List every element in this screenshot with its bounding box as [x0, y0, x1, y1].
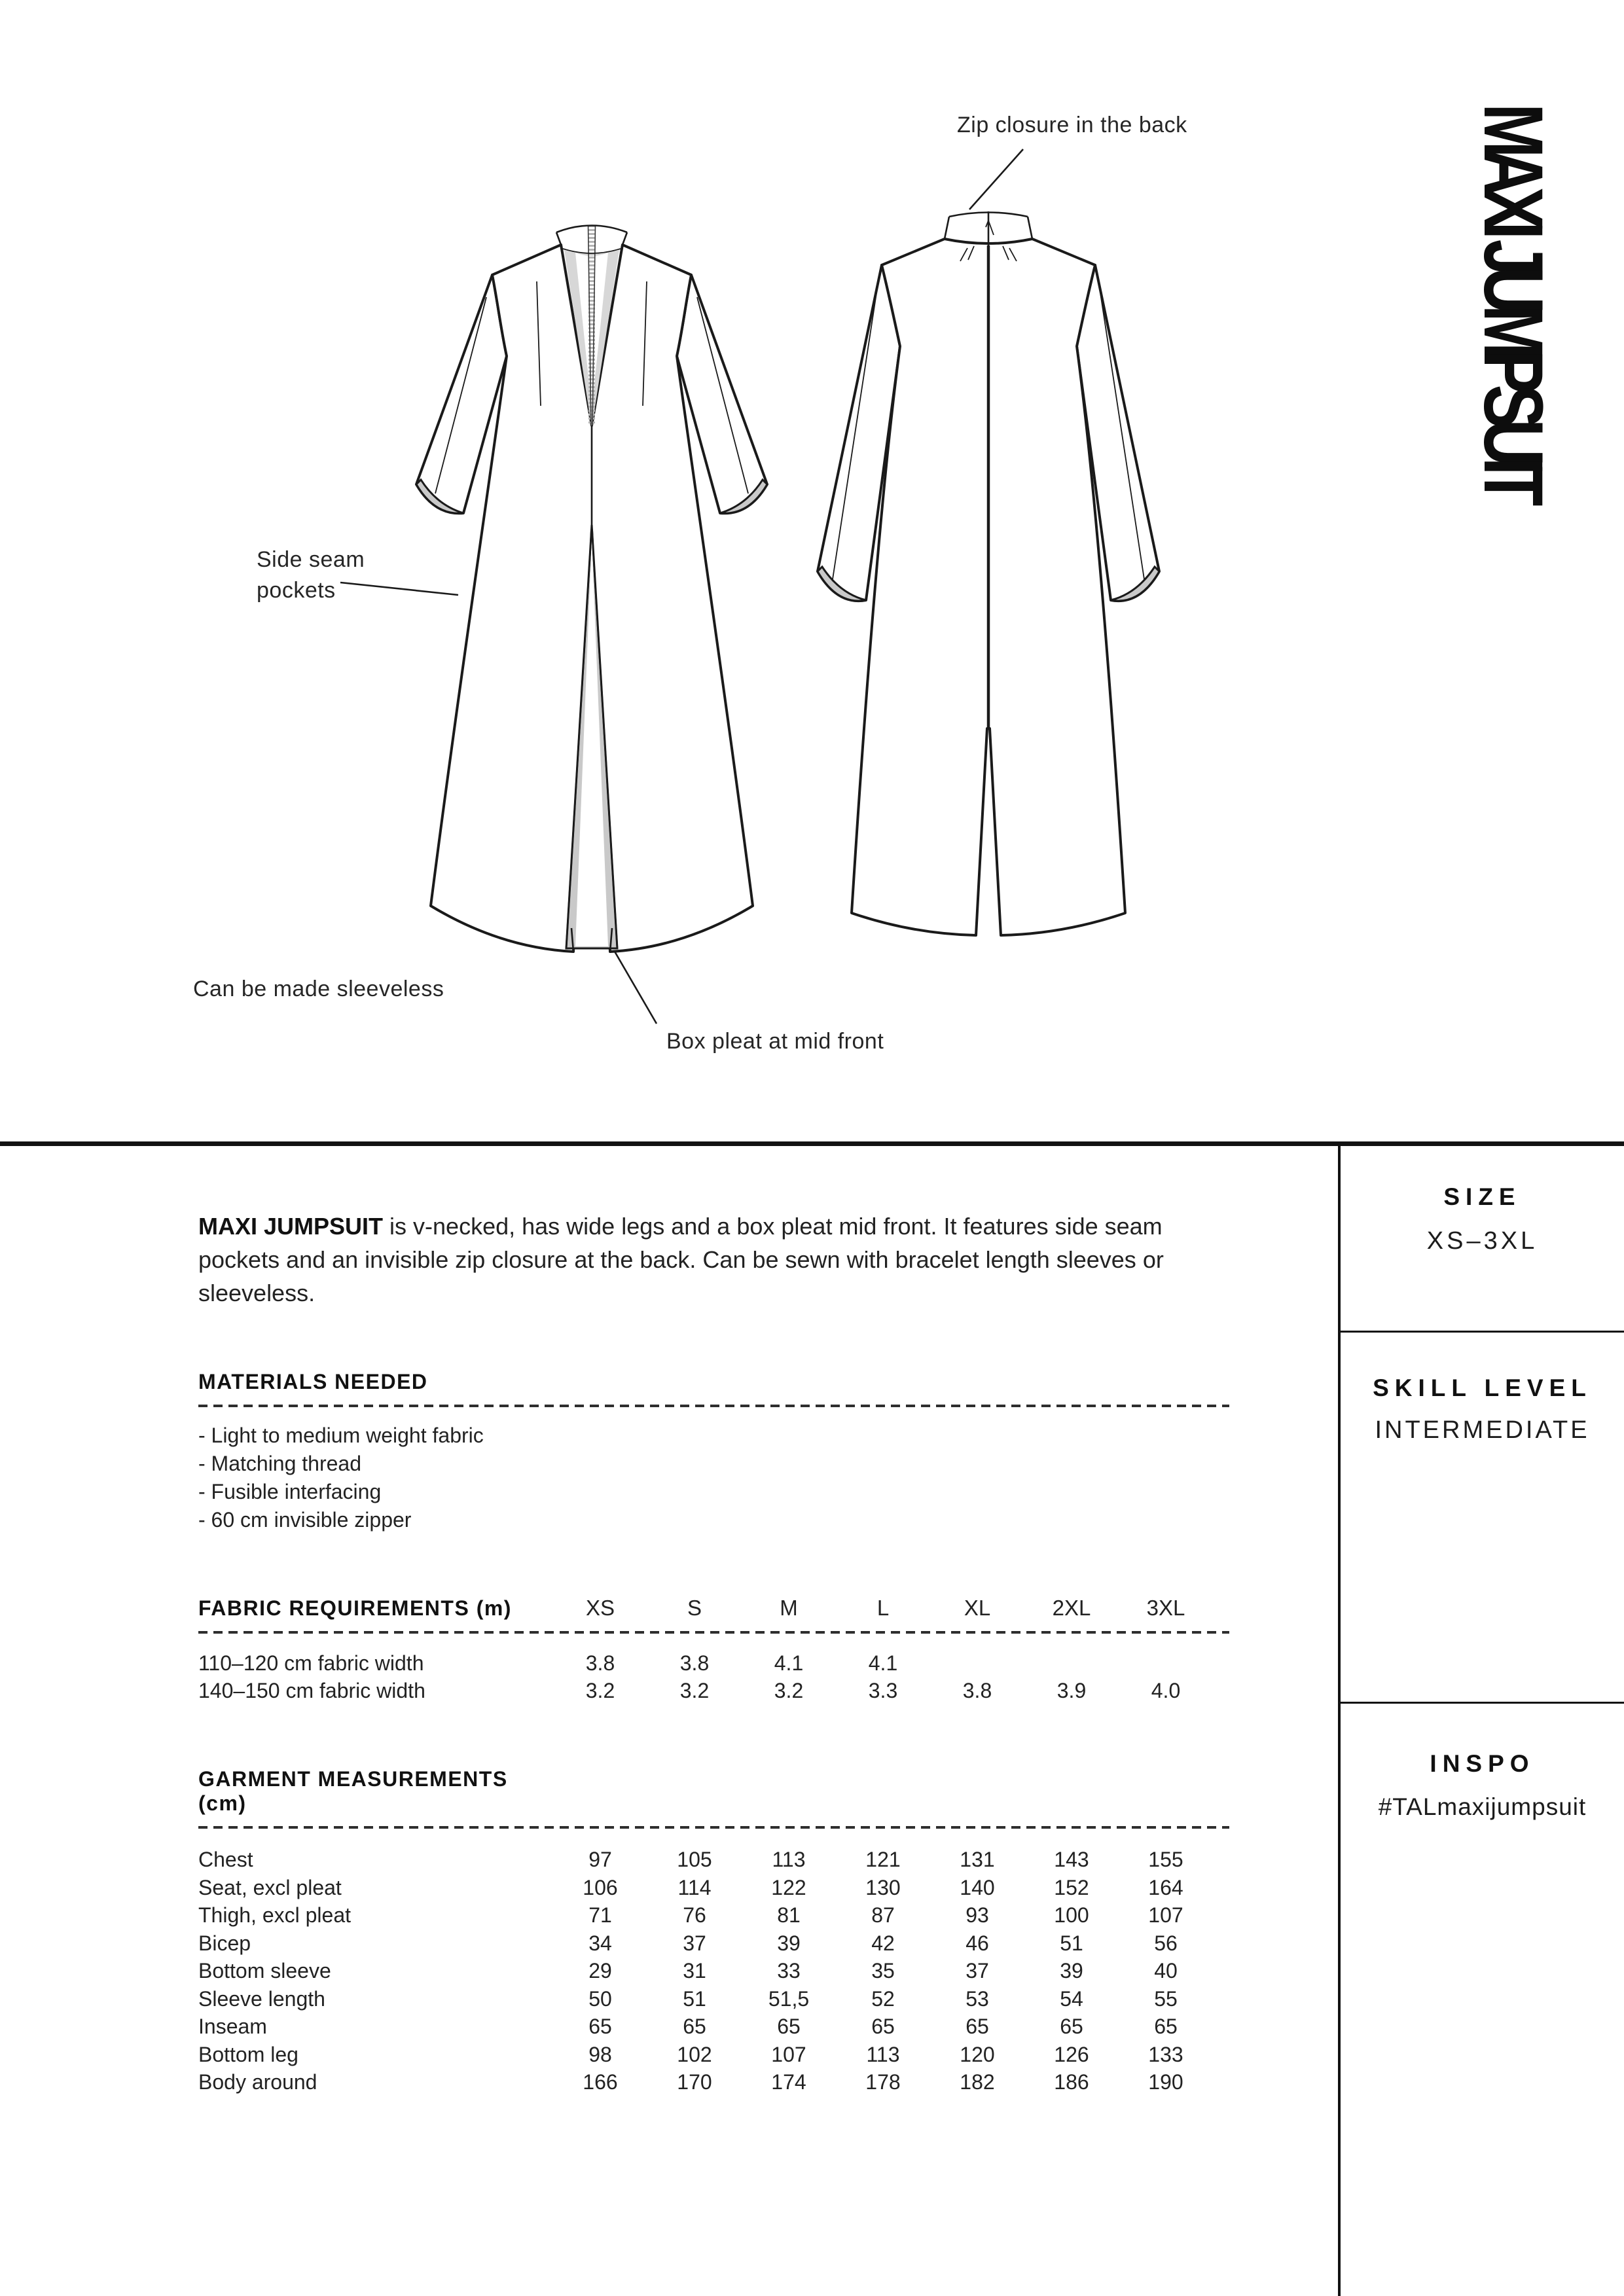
measurement-value: 113 — [772, 1848, 806, 1871]
measurement-value: 65 — [683, 2015, 706, 2038]
fabric-requirement-row — [198, 1649, 1267, 1677]
material-item: - Light to medium weight fabric — [198, 1424, 484, 1447]
measurement-value: 51 — [683, 1986, 706, 2011]
size-column-header: XS — [585, 1596, 615, 1620]
info-column — [198, 1210, 1267, 2096]
annotation-side-seam-line1: Side seam — [257, 547, 365, 572]
measurement-value: 51 — [1060, 1931, 1083, 1955]
measurement-value: 114 — [677, 1875, 712, 1899]
size-title: SIZE — [1443, 1183, 1521, 1210]
material-item: - 60 cm invisible zipper — [198, 1508, 412, 1532]
measurement-label: Bottom leg — [198, 2042, 298, 2066]
sidebar-skill-section — [1341, 1374, 1624, 1444]
measurement-value: 76 — [683, 1903, 706, 1927]
measurement-value: 71 — [588, 1903, 612, 1927]
sidebar-inspo-section — [1341, 1750, 1624, 1821]
fabric-value: 3.2 — [774, 1679, 804, 1702]
measurement-value: 29 — [588, 1959, 612, 1982]
size-value: XS–3XL — [1426, 1227, 1538, 1255]
measurement-value: 52 — [871, 1986, 895, 2011]
measurement-value: 105 — [677, 1848, 712, 1871]
material-item: - Matching thread — [198, 1452, 362, 1475]
measurement-value: 56 — [1154, 1931, 1178, 1955]
measurement-value: 34 — [588, 1931, 612, 1955]
pattern-name-bold: MAXI JUMPSUIT — [198, 1213, 384, 1240]
measurement-row — [198, 1901, 1267, 1929]
measurement-value: 170 — [677, 2070, 712, 2094]
measurement-value: 106 — [583, 1875, 618, 1899]
measurement-value: 102 — [677, 2042, 712, 2066]
measurement-value: 174 — [771, 2070, 806, 2094]
measurement-value: 33 — [777, 1959, 801, 1982]
measurement-row — [198, 2013, 1267, 2041]
measurement-value: 51,5 — [768, 1986, 810, 2011]
measurement-value: 130 — [865, 1875, 901, 1899]
garment-measurements-title: GARMENT MEASUREMENTS (cm) — [198, 1767, 508, 1815]
measurement-value: 190 — [1148, 2070, 1183, 2094]
fabric-value: 4.1 — [774, 1651, 804, 1675]
measurement-value: 53 — [965, 1986, 989, 2011]
pattern-title-vertical: MAXI JUMPSUIT — [1466, 103, 1561, 497]
fabric-value: 3.8 — [679, 1651, 710, 1675]
fabric-requirements-header — [198, 1596, 1267, 1621]
dashed-rule-materials — [198, 1405, 1229, 1407]
fabric-requirements-title: FABRIC REQUIREMENTS (m) — [198, 1596, 512, 1620]
fabric-row-label: 140–150 cm fabric width — [198, 1679, 425, 1702]
dashed-rule-fabric — [198, 1631, 1229, 1634]
annotation-pointer-lines — [0, 0, 1624, 1143]
measurement-row — [198, 1874, 1267, 1902]
sidebar-divider-2 — [1341, 1702, 1624, 1704]
measurement-label: Inseam — [198, 2015, 267, 2038]
annotation-sleeveless: Can be made sleeveless — [193, 977, 444, 1001]
fabric-value: 3.9 — [1056, 1679, 1087, 1702]
measurement-value: 126 — [1054, 2042, 1089, 2066]
measurement-label: Thigh, excl pleat — [198, 1903, 352, 1927]
measurement-value: 39 — [1060, 1959, 1083, 1982]
measurement-label: Bicep — [198, 1931, 251, 1955]
measurement-value: 98 — [588, 2042, 612, 2066]
garment-measurements-table — [198, 1846, 1267, 2096]
measurement-row — [198, 2041, 1267, 2069]
measurement-value: 42 — [871, 1931, 895, 1955]
fabric-value: 3.8 — [585, 1651, 615, 1675]
measurement-value: 178 — [865, 2070, 901, 2094]
size-column-header: L — [876, 1596, 890, 1620]
measurement-value: 50 — [588, 1986, 612, 2011]
back-zip-pull — [986, 221, 994, 235]
measurement-value: 120 — [960, 2042, 995, 2066]
measurement-value: 182 — [960, 2070, 995, 2094]
skill-level-title: SKILL LEVEL — [1373, 1374, 1592, 1401]
measurement-value: 46 — [965, 1931, 989, 1955]
measurement-value: 65 — [777, 2015, 801, 2038]
fabric-requirement-row — [198, 1677, 1267, 1704]
fabric-value: 3.3 — [868, 1679, 898, 1702]
measurement-value: 93 — [965, 1903, 989, 1927]
inspo-title: INSPO — [1430, 1750, 1535, 1777]
measurement-label: Bottom sleeve — [198, 1959, 331, 1982]
measurement-value: 37 — [683, 1931, 706, 1955]
annotation-zip-closure: Zip closure in the back — [957, 113, 1187, 137]
measurement-value: 140 — [960, 1875, 995, 1899]
skill-level-value: INTERMEDIATE — [1375, 1416, 1590, 1444]
measurement-value: 35 — [871, 1959, 895, 1982]
annotation-side-seam-line2: pockets — [257, 578, 336, 603]
annotation-side-seam-pockets — [257, 545, 365, 606]
fabric-value: 3.2 — [585, 1679, 615, 1702]
measurement-value: 186 — [1054, 2070, 1089, 2094]
main-horizontal-divider — [0, 1141, 1624, 1146]
pattern-description — [198, 1210, 1233, 1310]
fabric-requirements-table — [198, 1649, 1267, 1704]
material-item: - Fusible interfacing — [198, 1480, 382, 1503]
measurement-value: 100 — [1054, 1903, 1089, 1927]
measurement-value: 54 — [1060, 1986, 1083, 2011]
pattern-description-text: is v-necked, has wide legs and a box pleat mid front. It features side seam pockets and an invisible zip closure at the back. Can be sewn with bracelet length sleeves or sleeveless. — [198, 1213, 1164, 1306]
measurement-value: 166 — [583, 2070, 618, 2094]
measurement-value: 131 — [960, 1848, 995, 1871]
size-column-header: XL — [964, 1596, 991, 1620]
measurement-value: 65 — [965, 2015, 989, 2038]
size-column-header: M — [780, 1596, 798, 1620]
measurement-value: 143 — [1054, 1848, 1089, 1871]
fabric-value: 3.8 — [962, 1679, 992, 1702]
measurement-row — [198, 1957, 1267, 1985]
annotation-box-pleat: Box pleat at mid front — [666, 1029, 884, 1054]
measurement-row — [198, 1985, 1267, 2013]
inspo-hashtag: #TALmaxijumpsuit — [1378, 1793, 1587, 1820]
measurement-value: 152 — [1054, 1875, 1089, 1899]
measurement-label: Seat, excl pleat — [198, 1875, 342, 1899]
fabric-value: 4.1 — [868, 1651, 898, 1675]
dashed-rule-garment — [198, 1826, 1229, 1829]
size-column-header: 2XL — [1052, 1596, 1091, 1620]
size-column-header: 3XL — [1146, 1596, 1185, 1620]
measurement-row — [198, 1846, 1267, 1874]
sidebar-divider-1 — [1341, 1331, 1624, 1333]
measurement-label: Body around — [198, 2070, 317, 2094]
size-column-header: S — [687, 1596, 702, 1620]
measurement-value: 133 — [1148, 2042, 1183, 2066]
measurement-value: 87 — [871, 1903, 895, 1927]
fabric-value: 4.0 — [1151, 1679, 1181, 1702]
measurement-value: 155 — [1148, 1848, 1183, 1871]
fabric-row-label: 110–120 cm fabric width — [198, 1651, 424, 1675]
measurement-value: 65 — [1154, 2015, 1178, 2038]
measurement-value: 40 — [1154, 1959, 1178, 1982]
measurement-value: 81 — [777, 1903, 801, 1927]
measurement-value: 122 — [771, 1875, 806, 1899]
measurement-value: 65 — [1060, 2015, 1083, 2038]
back-view-drawing — [815, 205, 1162, 954]
measurement-label: Sleeve length — [198, 1986, 325, 2011]
materials-needed-title: MATERIALS NEEDED — [198, 1370, 428, 1393]
measurement-value: 39 — [777, 1931, 801, 1955]
measurement-label: Chest — [198, 1848, 253, 1871]
measurement-row — [198, 1929, 1267, 1958]
measurement-value: 55 — [1154, 1986, 1178, 2011]
measurement-value: 164 — [1148, 1875, 1183, 1899]
front-view-drawing — [408, 217, 775, 963]
measurement-row — [198, 2068, 1267, 2096]
materials-list — [198, 1422, 1267, 1534]
measurement-value: 97 — [588, 1848, 612, 1871]
measurement-value: 31 — [683, 1959, 706, 1982]
fabric-value: 3.2 — [679, 1679, 710, 1702]
measurement-value: 107 — [1148, 1903, 1183, 1927]
sidebar-vertical-divider — [1338, 1146, 1341, 2296]
measurement-value: 113 — [866, 2042, 900, 2066]
garment-measurements-header — [198, 1767, 1267, 1816]
measurement-value: 37 — [965, 1959, 989, 1982]
measurement-value: 107 — [771, 2042, 806, 2066]
sidebar-size-section — [1341, 1183, 1624, 1255]
measurement-value: 65 — [588, 2015, 612, 2038]
measurement-value: 121 — [865, 1848, 901, 1871]
measurement-value: 65 — [871, 2015, 895, 2038]
